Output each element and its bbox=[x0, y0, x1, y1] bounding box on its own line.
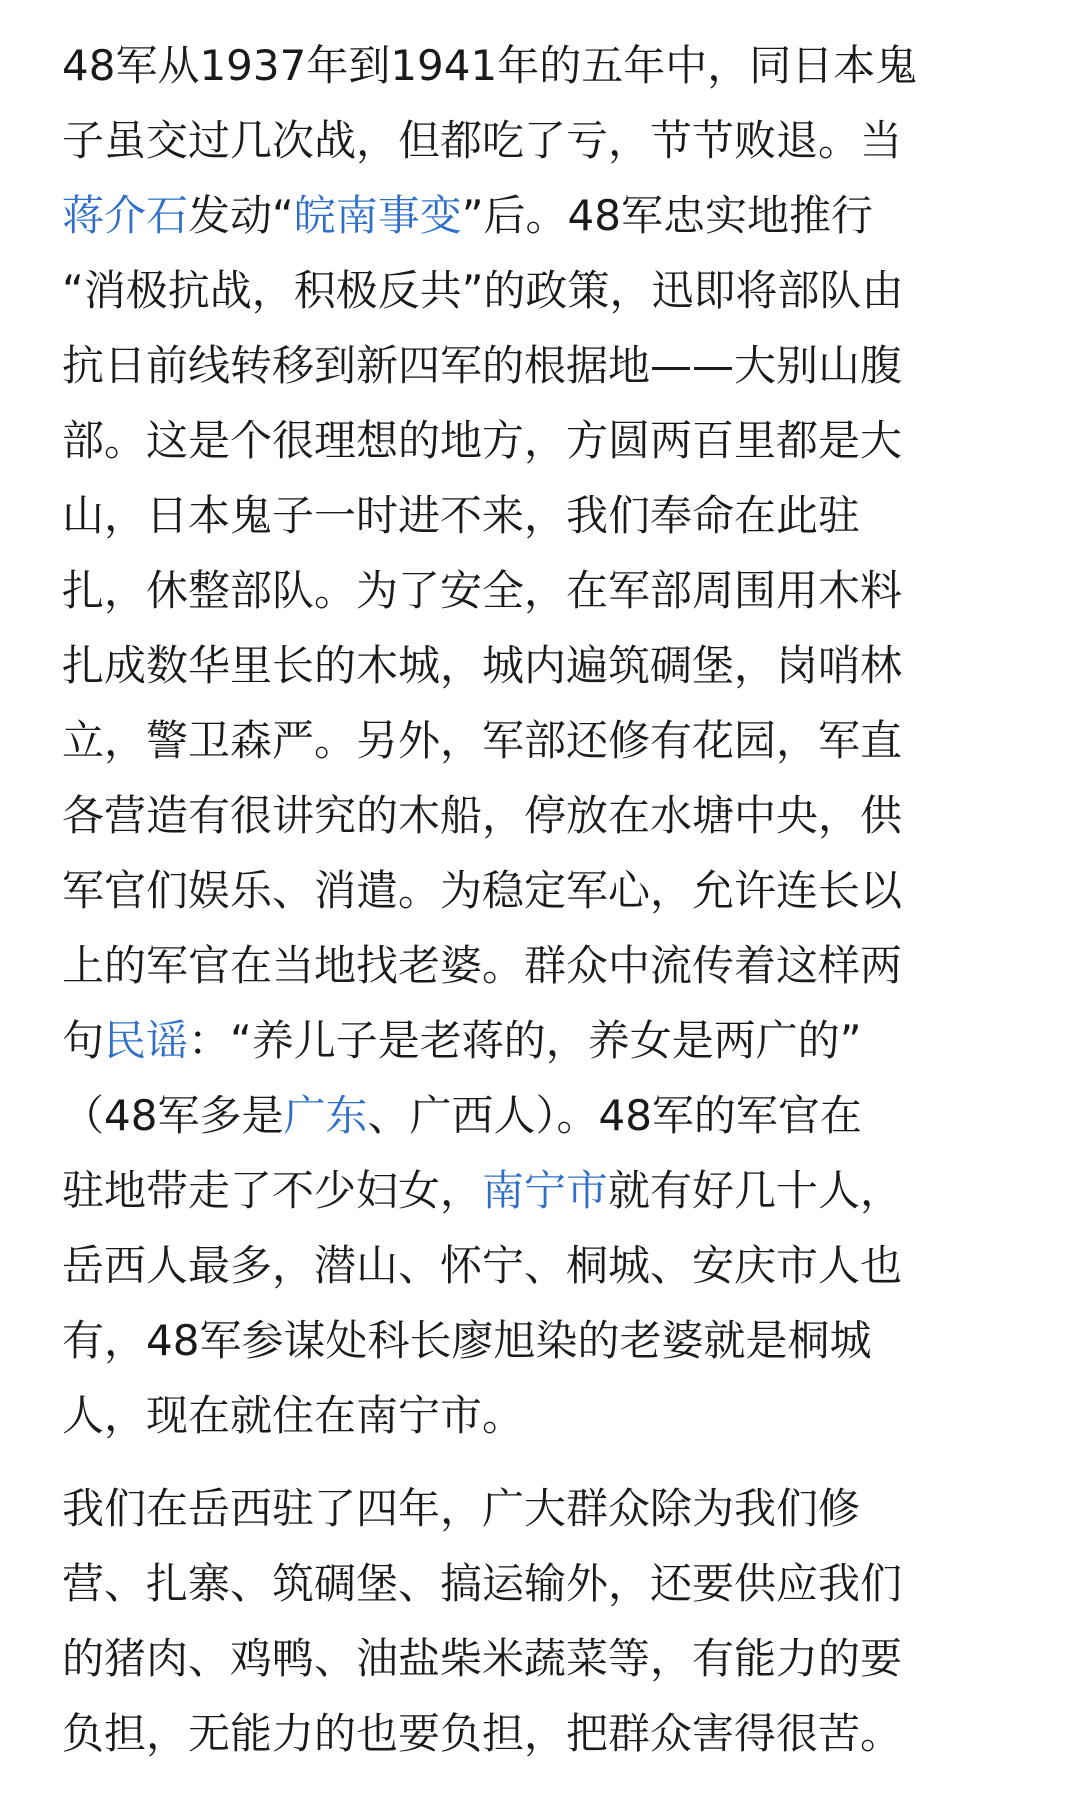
text-line bbox=[62, 853, 1022, 928]
text-line bbox=[62, 1696, 1022, 1771]
text-segment: “消极抗战，积极反共”的政策，迅即将部队由 bbox=[62, 266, 904, 315]
text-line bbox=[62, 1546, 1022, 1621]
text-line bbox=[62, 1003, 1022, 1078]
article-body bbox=[62, 28, 1022, 1771]
text-line bbox=[62, 928, 1022, 1003]
text-segment: 营、扎寨、筑碉堡、搞运输外，还要供应我们 bbox=[62, 1559, 903, 1608]
text-segment: 扎成数华里长的木城，城内遍筑碉堡，岗哨林 bbox=[62, 641, 903, 690]
text-segment: 有，48军参谋处科长廖旭染的老婆就是桐城 bbox=[62, 1316, 872, 1365]
text-segment: 岳西人最多，潜山、怀宁、桐城、安庆市人也 bbox=[62, 1241, 903, 1290]
text-segment: 子虽交过几次战，但都吃了亏，节节败退。当 bbox=[62, 116, 903, 165]
text-segment: 句 bbox=[62, 1016, 105, 1065]
text-line bbox=[62, 103, 1022, 178]
text-segment: 扎，休整部队。为了安全，在军部周围用木料 bbox=[62, 566, 903, 615]
text-segment: 负担，无能力的也要负担，把群众害得很苦。 bbox=[62, 1709, 903, 1758]
inline-link[interactable]: 蒋介石 bbox=[62, 191, 189, 240]
text-line bbox=[62, 403, 1022, 478]
text-segment: 、广西人）。48军的军官在 bbox=[367, 1091, 862, 1140]
text-segment: 各营造有很讲究的木船，停放在水塘中央，供 bbox=[62, 791, 903, 840]
text-segment: （48军多是 bbox=[62, 1091, 284, 1140]
text-segment: 立，警卫森严。另外，军部还修有花园，军直 bbox=[62, 716, 903, 765]
text-segment: 就有好几十人， bbox=[608, 1166, 903, 1215]
text-line bbox=[62, 28, 1022, 103]
text-line bbox=[62, 1078, 1022, 1153]
text-segment: ：“养儿子是老蒋的，养女是两广的” bbox=[188, 1016, 862, 1065]
text-line bbox=[62, 328, 1022, 403]
text-segment: 48军从1937年到1941年的五年中，同日本鬼 bbox=[62, 41, 918, 90]
text-line bbox=[62, 1471, 1022, 1546]
text-line bbox=[62, 553, 1022, 628]
paragraph bbox=[62, 28, 1022, 1453]
inline-link[interactable]: 广东 bbox=[283, 1091, 368, 1140]
inline-link[interactable]: 民谣 bbox=[104, 1016, 189, 1065]
text-line bbox=[62, 178, 1022, 253]
inline-link[interactable]: 皖南事变 bbox=[293, 191, 462, 240]
text-segment: 的猪肉、鸡鸭、油盐柴米蔬菜等，有能力的要 bbox=[62, 1634, 903, 1683]
text-line bbox=[62, 1303, 1022, 1378]
text-segment: 上的军官在当地找老婆。群众中流传着这样两 bbox=[62, 941, 903, 990]
text-segment: 人，现在就住在南宁市。 bbox=[62, 1391, 525, 1440]
text-line bbox=[62, 703, 1022, 778]
text-segment: ”后。48军忠实地推行 bbox=[461, 191, 873, 240]
text-segment: 驻地带走了不少妇女， bbox=[62, 1166, 483, 1215]
text-line bbox=[62, 628, 1022, 703]
text-line bbox=[62, 1228, 1022, 1303]
inline-link[interactable]: 南宁市 bbox=[482, 1166, 609, 1215]
text-line bbox=[62, 478, 1022, 553]
text-segment: 军官们娱乐、消遣。为稳定军心，允许连长以 bbox=[62, 866, 903, 915]
text-segment: 山，日本鬼子一时进不来，我们奉命在此驻 bbox=[62, 491, 861, 540]
text-segment: 抗日前线转移到新四军的根据地——大别山腹 bbox=[62, 341, 903, 390]
text-line bbox=[62, 1621, 1022, 1696]
text-segment: 部。这是个很理想的地方，方圆两百里都是大 bbox=[62, 416, 903, 465]
text-line bbox=[62, 1378, 1022, 1453]
paragraph bbox=[62, 1471, 1022, 1771]
text-line bbox=[62, 1153, 1022, 1228]
text-line bbox=[62, 778, 1022, 853]
text-segment: 发动“ bbox=[188, 191, 294, 240]
text-segment: 我们在岳西驻了四年，广大群众除为我们修 bbox=[62, 1484, 861, 1533]
text-line bbox=[62, 253, 1022, 328]
